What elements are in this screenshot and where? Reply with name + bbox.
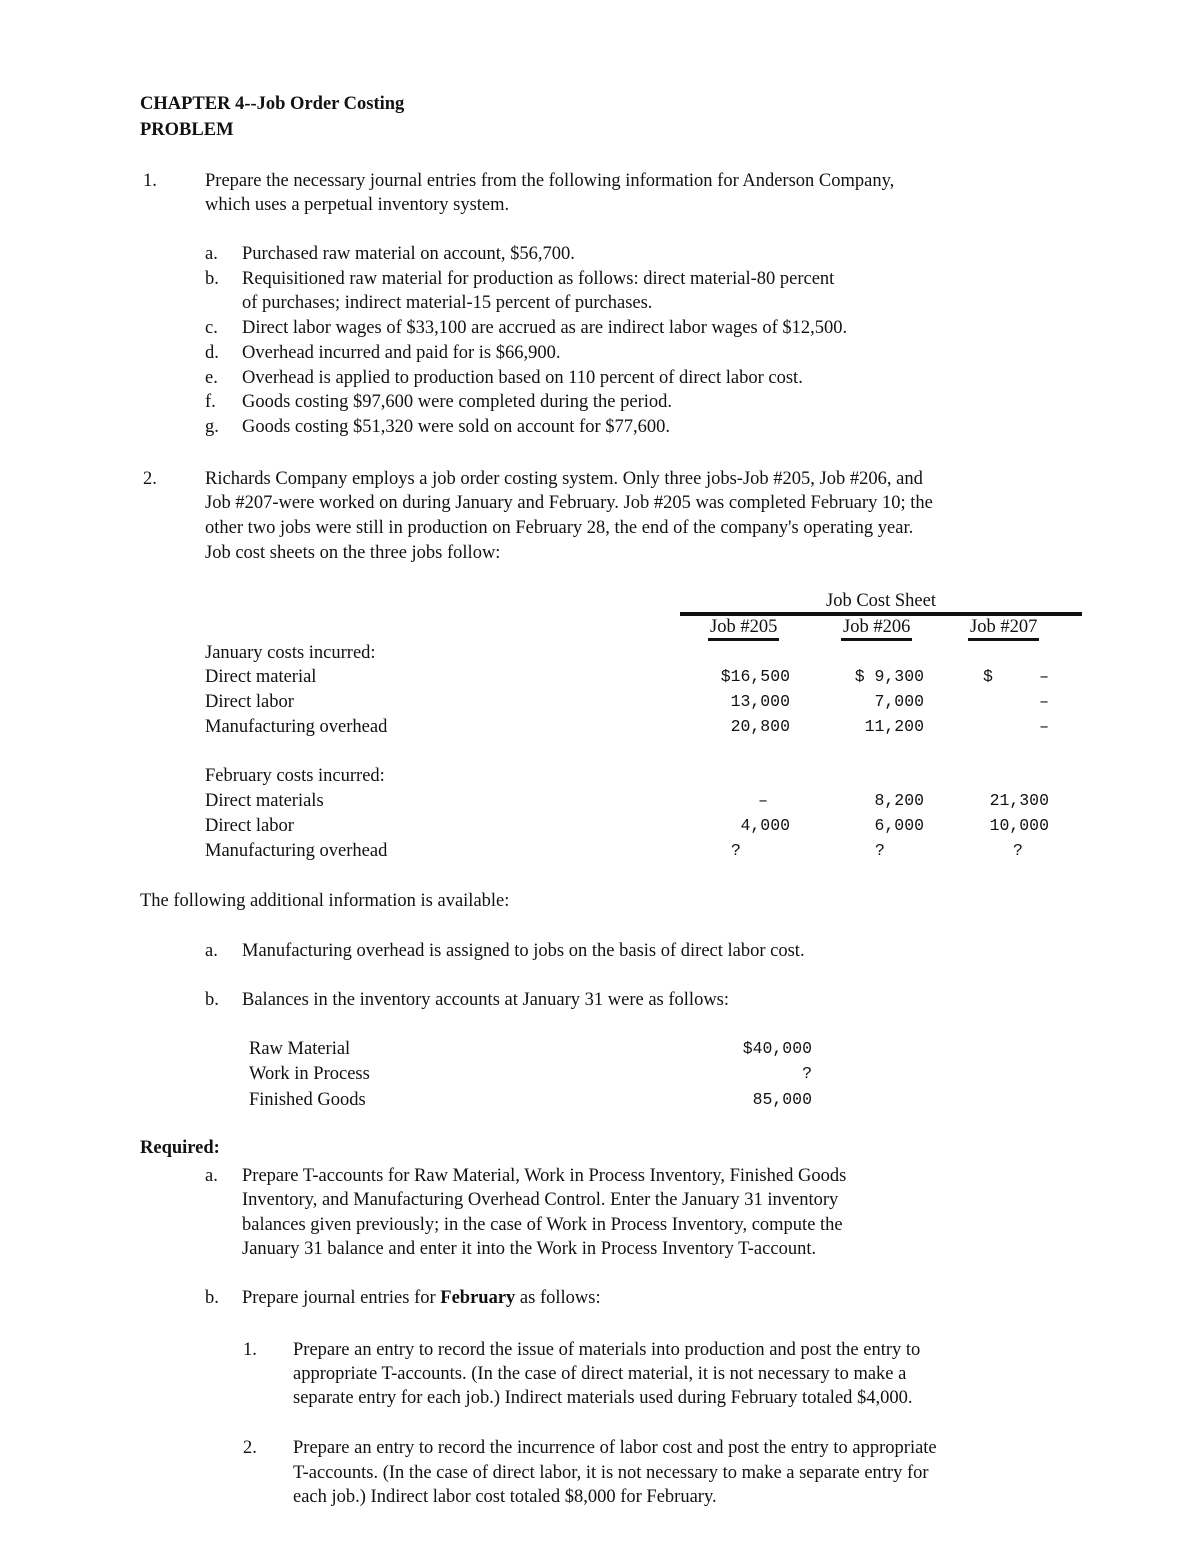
row-label: Direct material [205, 667, 317, 687]
problem-2-number: 2. [143, 469, 157, 489]
balance-label: Work in Process [249, 1064, 370, 1084]
item-text: Requisitioned raw material for production as follows: direct material-80 percent [242, 269, 835, 289]
cell-value: ? [1013, 841, 1023, 860]
item-label: g. [205, 417, 219, 437]
item-text: of purchases; indirect material-15 percent of purchases. [242, 293, 653, 313]
problem-2-text: other two jobs were still in production on February 28, the end of the company's operating year. [205, 518, 914, 538]
item-text: Purchased raw material on account, $56,700. [242, 244, 575, 264]
item-text: Overhead incurred and paid for is $66,900. [242, 343, 561, 363]
cell-value: $16,500 [720, 667, 790, 686]
cell-value: 4,000 [740, 816, 790, 835]
text: as follows: [515, 1288, 601, 1308]
item-text [242, 1287, 601, 1309]
cell-value: 21,300 [989, 791, 1049, 810]
item-text: Prepare T-accounts for Raw Material, Work in Process Inventory, Finished Goods [242, 1166, 847, 1186]
table-title: Job Cost Sheet [826, 591, 936, 611]
cell-value: ? [875, 841, 885, 860]
cell-value: 6,000 [874, 816, 924, 835]
item-label: f. [205, 392, 216, 412]
cell-value: – [1039, 692, 1049, 711]
cell-value: 20,800 [730, 717, 790, 736]
item-label: b. [205, 990, 219, 1010]
cell-value: 11,200 [864, 717, 924, 736]
cell-value: 13,000 [730, 692, 790, 711]
section-label-february: February costs incurred: [205, 766, 385, 786]
item-label: a. [205, 244, 218, 264]
subitem-text: each job.) Indirect labor cost totaled $8,000 for February. [293, 1487, 717, 1507]
problem-2-text: Richards Company employs a job order costing system. Only three jobs-Job #205, Job #206, and [205, 469, 923, 489]
emphasis-february: February [440, 1288, 516, 1308]
balance-label: Raw Material [249, 1039, 351, 1059]
item-text: Manufacturing overhead is assigned to jobs on the basis of direct labor cost. [242, 941, 805, 961]
cell-value: ? [731, 841, 741, 860]
item-label: e. [205, 368, 218, 388]
item-label: a. [205, 941, 218, 961]
cell-value: 8,200 [874, 791, 924, 810]
dollar-sign: $ [983, 667, 993, 686]
item-label: b. [205, 269, 219, 289]
subitem-text: appropriate T-accounts. (In the case of direct material, it is not necessary to make a [293, 1364, 907, 1384]
cell-value: – [1039, 667, 1049, 686]
item-label: d. [205, 343, 219, 363]
row-label: Manufacturing overhead [205, 841, 388, 861]
subitem-text: T-accounts. (In the case of direct labor, it is not necessary to make a separate entry for [293, 1463, 929, 1483]
problem-1-text: Prepare the necessary journal entries from the following information for Anderson Company, [205, 171, 895, 191]
subitem-label: 2. [243, 1438, 257, 1458]
item-text: Goods costing $51,320 were sold on account for $77,600. [242, 417, 671, 437]
column-header-job-206: Job #206 [841, 616, 912, 641]
column-header-job-205: Job #205 [708, 616, 779, 641]
row-label: Direct labor [205, 816, 294, 836]
row-label: Direct materials [205, 791, 324, 811]
cell-value: $ 9,300 [854, 667, 924, 686]
cell-value: – [758, 791, 768, 810]
item-text: Inventory, and Manufacturing Overhead Control. Enter the January 31 inventory [242, 1190, 839, 1210]
balance-value: 85,000 [752, 1090, 812, 1109]
subitem-text: Prepare an entry to record the incurrence of labor cost and post the entry to appropriate [293, 1438, 937, 1458]
required-heading: Required: [140, 1138, 220, 1158]
problem-2-text: Job cost sheets on the three jobs follow: [205, 543, 501, 563]
section-heading: PROBLEM [140, 120, 234, 140]
balance-value: $40,000 [742, 1039, 812, 1058]
item-label: b. [205, 1288, 219, 1308]
chapter-title: CHAPTER 4--Job Order Costing [140, 94, 405, 114]
cell-value: – [1039, 717, 1049, 736]
section-label-january: January costs incurred: [205, 643, 376, 663]
column-header-job-207: Job #207 [968, 616, 1039, 641]
additional-info-intro: The following additional information is available: [140, 891, 510, 911]
item-text: Direct labor wages of $33,100 are accrued as are indirect labor wages of $12,500. [242, 318, 848, 338]
subitem-text: separate entry for each job.) Indirect materials used during February totaled $4,000. [293, 1388, 913, 1408]
item-text: Goods costing $97,600 were completed during the period. [242, 392, 673, 412]
subitem-text: Prepare an entry to record the issue of materials into production and post the entry to [293, 1340, 921, 1360]
balance-value: ? [802, 1064, 812, 1083]
balance-label: Finished Goods [249, 1090, 366, 1110]
subitem-label: 1. [243, 1340, 257, 1360]
text: Prepare journal entries for [242, 1288, 441, 1308]
problem-1-text: which uses a perpetual inventory system. [205, 195, 510, 215]
item-label: c. [205, 318, 218, 338]
item-text: Overhead is applied to production based on 110 percent of direct labor cost. [242, 368, 803, 388]
item-text: balances given previously; in the case of Work in Process Inventory, compute the [242, 1215, 843, 1235]
item-text: Balances in the inventory accounts at January 31 were as follows: [242, 990, 730, 1010]
problem-1-number: 1. [143, 171, 157, 191]
row-label: Direct labor [205, 692, 294, 712]
item-text: January 31 balance and enter it into the Work in Process Inventory T-account. [242, 1239, 817, 1259]
row-label: Manufacturing overhead [205, 717, 388, 737]
cell-value: 10,000 [989, 816, 1049, 835]
problem-2-text: Job #207-were worked on during January and February. Job #205 was completed February 10; the [205, 493, 933, 513]
cell-value: 7,000 [874, 692, 924, 711]
item-label: a. [205, 1166, 218, 1186]
